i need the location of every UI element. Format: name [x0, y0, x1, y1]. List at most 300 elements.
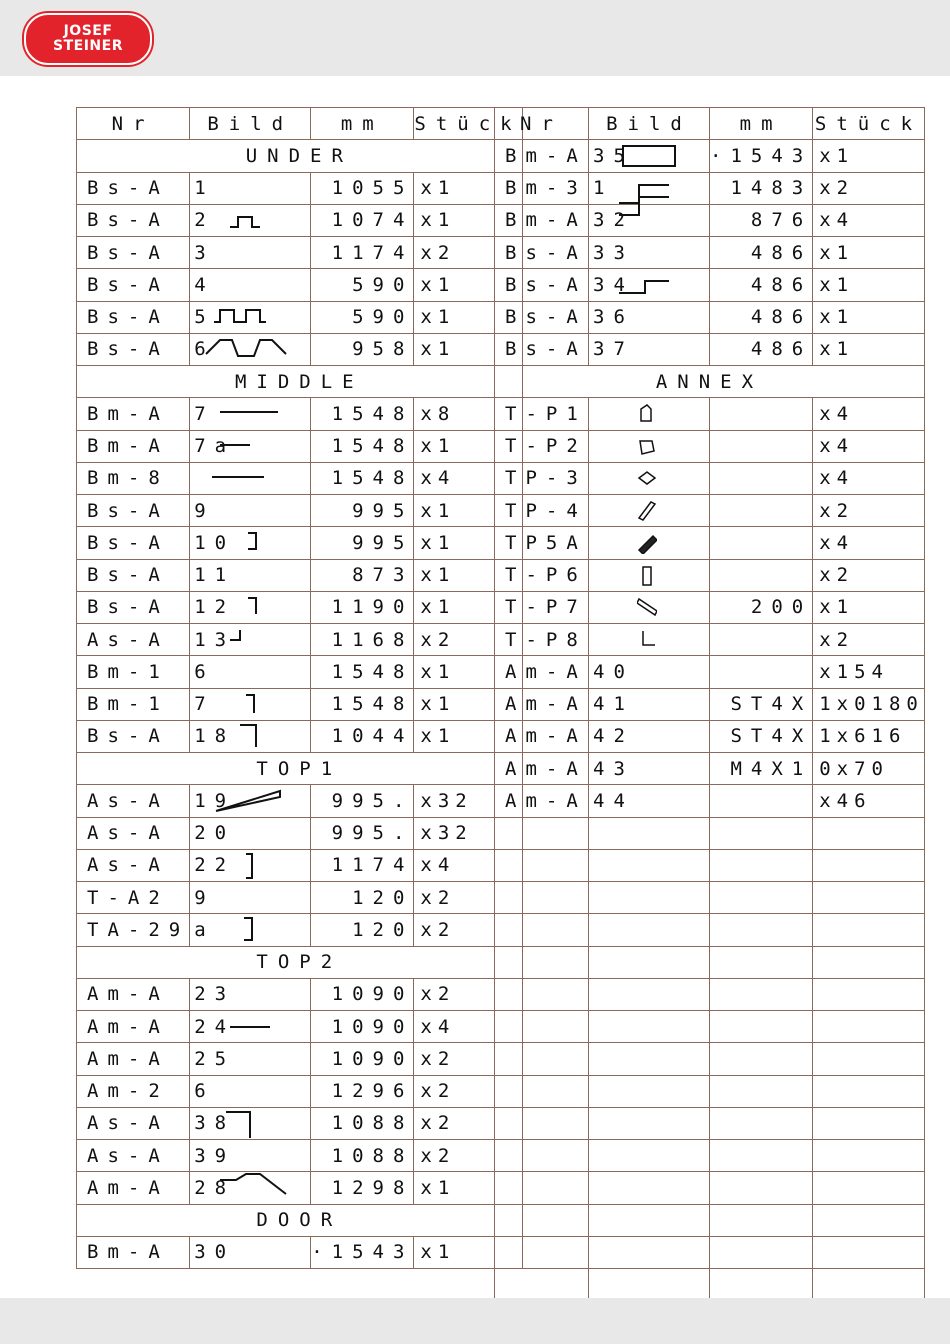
picture-label: 38 [194, 1112, 236, 1135]
picture-label: 6 [194, 1080, 215, 1103]
part-picture [589, 301, 710, 333]
part-picture [589, 398, 710, 430]
part-number: Bs-A [495, 301, 589, 333]
table-row [495, 817, 925, 849]
profile-sketch-icon [190, 785, 310, 817]
table-row [495, 1140, 925, 1172]
length-mm: ST4X [710, 720, 813, 752]
part-number [495, 1107, 589, 1139]
brand-logo [24, 13, 152, 65]
quantity: x1 [414, 527, 522, 559]
quantity [813, 1172, 925, 1204]
length-mm [710, 785, 813, 817]
length-mm [710, 946, 813, 978]
part-number: Bs-A [77, 269, 190, 301]
table-row [495, 495, 925, 527]
length-mm: 1548 [311, 656, 414, 688]
length-mm [710, 1204, 813, 1236]
picture-label: 34 [593, 273, 634, 296]
length-mm: 995. [311, 785, 414, 817]
picture-label: 41 [593, 693, 634, 716]
quantity: x1 [414, 688, 522, 720]
quantity: x2 [414, 882, 522, 914]
length-mm: 486 [710, 301, 813, 333]
length-mm: 1055 [311, 172, 414, 204]
part-picture [190, 656, 311, 688]
part-picture [589, 495, 710, 527]
part-picture [589, 946, 710, 978]
part-number: Bs-A [495, 237, 589, 269]
profile-sketch-icon [190, 1172, 310, 1204]
quantity [813, 1236, 925, 1268]
quantity: x1 [414, 204, 522, 236]
quantity: x2 [414, 1107, 522, 1139]
page-header-band [0, 0, 950, 76]
part-picture [589, 1269, 710, 1301]
picture-label: 4 [194, 273, 215, 296]
table-row [495, 882, 925, 914]
table-row [495, 1043, 925, 1075]
picture-label: 25 [194, 1047, 236, 1070]
quantity: x4 [414, 462, 522, 494]
table-row [495, 785, 925, 817]
part-picture [589, 785, 710, 817]
length-mm: 1088 [311, 1107, 414, 1139]
length-mm: ST4X [710, 688, 813, 720]
picture-label: 20 [194, 822, 236, 845]
part-number: Bs-A [77, 204, 190, 236]
part-number: T-P2 [495, 430, 589, 462]
table-row [495, 914, 925, 946]
part-picture [190, 591, 311, 623]
part-number: Bs-A [495, 269, 589, 301]
header-mm: mm [311, 108, 414, 140]
length-mm [710, 978, 813, 1010]
quantity: x2 [414, 1043, 522, 1075]
part-picture [589, 559, 710, 591]
quantity: x32 [414, 817, 522, 849]
picture-label: 37 [593, 338, 634, 361]
part-number: Am-A [77, 1011, 190, 1043]
part-number [495, 946, 589, 978]
table-row [495, 172, 925, 204]
part-picture [589, 688, 710, 720]
part-number: Bm-8 [77, 462, 190, 494]
part-picture [190, 559, 311, 591]
picture-label: 10 [194, 531, 236, 554]
part-number: Bm-3 [495, 172, 589, 204]
length-mm: 120 [311, 914, 414, 946]
part-picture [589, 237, 710, 269]
header-stuck: Stück [414, 108, 522, 140]
part-number: Am-A [77, 1043, 190, 1075]
part-picture [190, 301, 311, 333]
header-mm: mm [710, 108, 813, 140]
length-mm [710, 495, 813, 527]
quantity: x1 [414, 495, 522, 527]
part-number [495, 1172, 589, 1204]
part-number: Bs-A [77, 527, 190, 559]
quantity: x8 [414, 398, 522, 430]
quantity: x1 [813, 301, 925, 333]
part-picture [190, 237, 311, 269]
picture-label: 9 [194, 499, 215, 522]
length-mm [710, 559, 813, 591]
quantity: x2 [414, 1140, 522, 1172]
quantity: x2 [813, 172, 925, 204]
table-row [495, 624, 925, 656]
part-number: Bm-A [77, 430, 190, 462]
part-picture [190, 1075, 311, 1107]
length-mm [710, 882, 813, 914]
picture-label: 18 [194, 725, 236, 748]
picture-label: 32 [593, 209, 634, 232]
quantity: x2 [414, 978, 522, 1010]
quantity [813, 946, 925, 978]
length-mm: 486 [710, 333, 813, 365]
hardware-part-icon [637, 436, 657, 458]
part-number: Am-A [495, 720, 589, 752]
part-picture [190, 333, 311, 365]
table-row [495, 430, 925, 462]
quantity: x1 [414, 1236, 522, 1268]
length-mm [710, 1107, 813, 1139]
length-mm: 1548 [311, 430, 414, 462]
part-number: T-A2 [77, 882, 190, 914]
part-picture [190, 430, 311, 462]
section-title: ANNEX [495, 366, 925, 398]
picture-label: 35 [593, 144, 634, 167]
part-picture [589, 1107, 710, 1139]
part-picture [589, 656, 710, 688]
part-picture [190, 398, 311, 430]
length-mm: 590 [311, 269, 414, 301]
part-number: Bs-A [77, 495, 190, 527]
quantity: x1 [813, 591, 925, 623]
length-mm: 995. [311, 817, 414, 849]
length-mm [710, 849, 813, 881]
part-picture [589, 1172, 710, 1204]
part-number: T-P1 [495, 398, 589, 430]
table-row [495, 688, 925, 720]
table-row [495, 301, 925, 333]
profile-sketch-icon [190, 334, 310, 366]
part-number: TA-29 [77, 914, 190, 946]
quantity: x4 [414, 1011, 522, 1043]
part-number [495, 1269, 589, 1301]
length-mm: 1090 [311, 1043, 414, 1075]
part-picture [589, 1236, 710, 1268]
table-row [495, 1011, 925, 1043]
length-mm: 1548 [311, 398, 414, 430]
part-number: Bs-A [495, 333, 589, 365]
header-bild: Bild [190, 108, 311, 140]
profile-sketch-icon [190, 689, 310, 721]
quantity: x1 [813, 140, 925, 172]
part-number: Bs-A [77, 591, 190, 623]
picture-label: 42 [593, 725, 634, 748]
part-picture [190, 204, 311, 236]
quantity: x2 [414, 237, 522, 269]
part-picture [190, 1043, 311, 1075]
part-number: Am-A [77, 1172, 190, 1204]
column-gap [454, 107, 494, 1269]
part-number [495, 849, 589, 881]
length-mm: 1090 [311, 1011, 414, 1043]
profile-sketch-icon [190, 205, 310, 237]
length-mm: 1174 [311, 237, 414, 269]
quantity [813, 1011, 925, 1043]
length-mm [710, 1140, 813, 1172]
part-picture [190, 462, 311, 494]
part-number [495, 1075, 589, 1107]
hardware-part-icon [637, 500, 657, 522]
profile-sketch-icon [190, 302, 310, 334]
picture-label: 22 [194, 854, 236, 877]
picture-label: 2 [194, 209, 215, 232]
length-mm: 995 [311, 495, 414, 527]
part-picture [190, 914, 311, 946]
quantity: x1 [414, 269, 522, 301]
picture-label: 19 [194, 789, 236, 812]
picture-label: 5 [194, 306, 215, 329]
profile-sketch-icon [190, 527, 310, 559]
hardware-part-icon [637, 532, 657, 554]
length-mm: 1548 [311, 462, 414, 494]
part-number: Am-A [495, 785, 589, 817]
quantity [813, 882, 925, 914]
part-picture [589, 753, 710, 785]
part-picture [589, 720, 710, 752]
part-picture [589, 624, 710, 656]
table-row [495, 140, 925, 172]
part-number: As-A [77, 1107, 190, 1139]
part-picture [589, 1204, 710, 1236]
length-mm: 1168 [311, 624, 414, 656]
length-mm: M4X1 [710, 753, 813, 785]
part-number: As-A [77, 1140, 190, 1172]
table-row [495, 333, 925, 365]
part-picture [190, 172, 311, 204]
picture-label: 28 [194, 1176, 236, 1199]
part-number: Bs-A [77, 237, 190, 269]
part-picture [190, 624, 311, 656]
part-number: Bm-A [495, 140, 589, 172]
picture-label: 39 [194, 1144, 236, 1167]
quantity: x4 [813, 204, 925, 236]
picture-label: 43 [593, 757, 634, 780]
length-mm: 486 [710, 269, 813, 301]
part-number: T-P8 [495, 624, 589, 656]
part-number: Am-A [495, 656, 589, 688]
header-bild: Bild [589, 108, 710, 140]
table-row [495, 269, 925, 301]
quantity [813, 1075, 925, 1107]
section-row [495, 366, 925, 398]
part-number [495, 1204, 589, 1236]
table-row [495, 1172, 925, 1204]
table-row [495, 1236, 925, 1268]
quantity: x2 [813, 559, 925, 591]
picture-label: 33 [593, 241, 634, 264]
header-row [495, 108, 925, 140]
length-mm: 200 [710, 591, 813, 623]
picture-label: 7a [194, 435, 236, 458]
quantity: x1 [414, 559, 522, 591]
part-picture [589, 849, 710, 881]
part-picture [589, 462, 710, 494]
hardware-part-icon [637, 597, 657, 619]
length-mm: 1298 [311, 1172, 414, 1204]
length-mm: 1088 [311, 1140, 414, 1172]
profile-sketch-icon [190, 624, 310, 656]
profile-sketch-icon [589, 205, 709, 237]
part-number: Am-A [77, 978, 190, 1010]
quantity [813, 1140, 925, 1172]
table-row [495, 656, 925, 688]
quantity: x4 [414, 849, 522, 881]
quantity: x1 [414, 591, 522, 623]
picture-label: 6 [194, 660, 215, 683]
picture-label: 3 [194, 241, 215, 264]
length-mm: ·1543 [710, 140, 813, 172]
part-picture [589, 1011, 710, 1043]
quantity: x1 [813, 333, 925, 365]
table-row [495, 946, 925, 978]
table-row [495, 462, 925, 494]
quantity: x4 [813, 430, 925, 462]
picture-label: 23 [194, 983, 236, 1006]
quantity: x1 [414, 301, 522, 333]
part-picture [589, 882, 710, 914]
part-number: Bs-A [77, 333, 190, 365]
part-picture [589, 978, 710, 1010]
part-picture [190, 720, 311, 752]
part-picture [589, 1075, 710, 1107]
quantity: x1 [414, 720, 522, 752]
part-picture [190, 1236, 311, 1268]
hardware-part-icon [637, 403, 657, 425]
part-number [495, 1043, 589, 1075]
quantity [813, 978, 925, 1010]
picture-label: 7 [194, 693, 215, 716]
picture-label: 12 [194, 596, 236, 619]
table-row [495, 1269, 925, 1301]
part-picture [190, 1011, 311, 1043]
length-mm [710, 1236, 813, 1268]
part-number: As-A [77, 817, 190, 849]
profile-sketch-icon [190, 431, 310, 463]
brand-line-1: JOSEF [63, 23, 113, 39]
quantity: 1x0180 [813, 688, 925, 720]
length-mm [710, 527, 813, 559]
part-picture [589, 817, 710, 849]
profile-sketch-icon [190, 914, 310, 946]
section-title: MIDDLE [77, 366, 523, 398]
parts-table-right [494, 107, 925, 1301]
table-row [495, 204, 925, 236]
part-number: TP-4 [495, 495, 589, 527]
quantity [813, 817, 925, 849]
part-picture [589, 430, 710, 462]
quantity: x1 [414, 1172, 522, 1204]
quantity [813, 1043, 925, 1075]
profile-sketch-icon [190, 398, 310, 430]
part-picture [190, 495, 311, 527]
quantity: x1 [414, 172, 522, 204]
hardware-part-icon [637, 629, 657, 651]
part-number [495, 882, 589, 914]
part-picture [589, 527, 710, 559]
part-number: Am-A [495, 753, 589, 785]
part-number: As-A [77, 849, 190, 881]
quantity: x4 [813, 398, 925, 430]
part-picture [190, 688, 311, 720]
part-picture [589, 333, 710, 365]
quantity: x2 [813, 495, 925, 527]
quantity [813, 1204, 925, 1236]
part-picture [190, 1140, 311, 1172]
part-picture [190, 269, 311, 301]
length-mm: 1296 [311, 1075, 414, 1107]
picture-label: 1 [194, 177, 215, 200]
quantity: x1 [813, 237, 925, 269]
part-picture [190, 785, 311, 817]
part-number: TP5A [495, 527, 589, 559]
length-mm [710, 624, 813, 656]
quantity [813, 914, 925, 946]
quantity: x2 [414, 624, 522, 656]
picture-label: 24 [194, 1015, 236, 1038]
quantity [813, 1269, 925, 1301]
table-row [495, 753, 925, 785]
length-mm [710, 1011, 813, 1043]
picture-label: 40 [593, 660, 634, 683]
length-mm [710, 1043, 813, 1075]
part-number: Bm-1 [77, 656, 190, 688]
picture-label: a [194, 918, 215, 941]
table-row [495, 720, 925, 752]
part-number: Am-2 [77, 1075, 190, 1107]
part-number [495, 978, 589, 1010]
part-number [495, 914, 589, 946]
hardware-part-icon [637, 468, 657, 490]
part-number: TP-3 [495, 462, 589, 494]
profile-sketch-icon [589, 140, 709, 172]
part-picture [190, 817, 311, 849]
quantity [813, 1107, 925, 1139]
page-footer-band [0, 1298, 950, 1344]
part-picture [589, 914, 710, 946]
part-picture [190, 1107, 311, 1139]
part-number: As-A [77, 785, 190, 817]
length-mm: 873 [311, 559, 414, 591]
quantity: x2 [813, 624, 925, 656]
hardware-part-icon [637, 565, 657, 587]
brand-line-2: STEINER [53, 38, 123, 54]
part-picture [190, 527, 311, 559]
table-row [495, 849, 925, 881]
section-title: TOP2 [77, 946, 523, 978]
profile-sketch-icon [589, 269, 709, 301]
length-mm [710, 914, 813, 946]
profile-sketch-icon [190, 850, 310, 882]
header-nr: Nr [495, 108, 589, 140]
table-row [495, 1075, 925, 1107]
length-mm: 1044 [311, 720, 414, 752]
quantity: x154 [813, 656, 925, 688]
length-mm [710, 656, 813, 688]
